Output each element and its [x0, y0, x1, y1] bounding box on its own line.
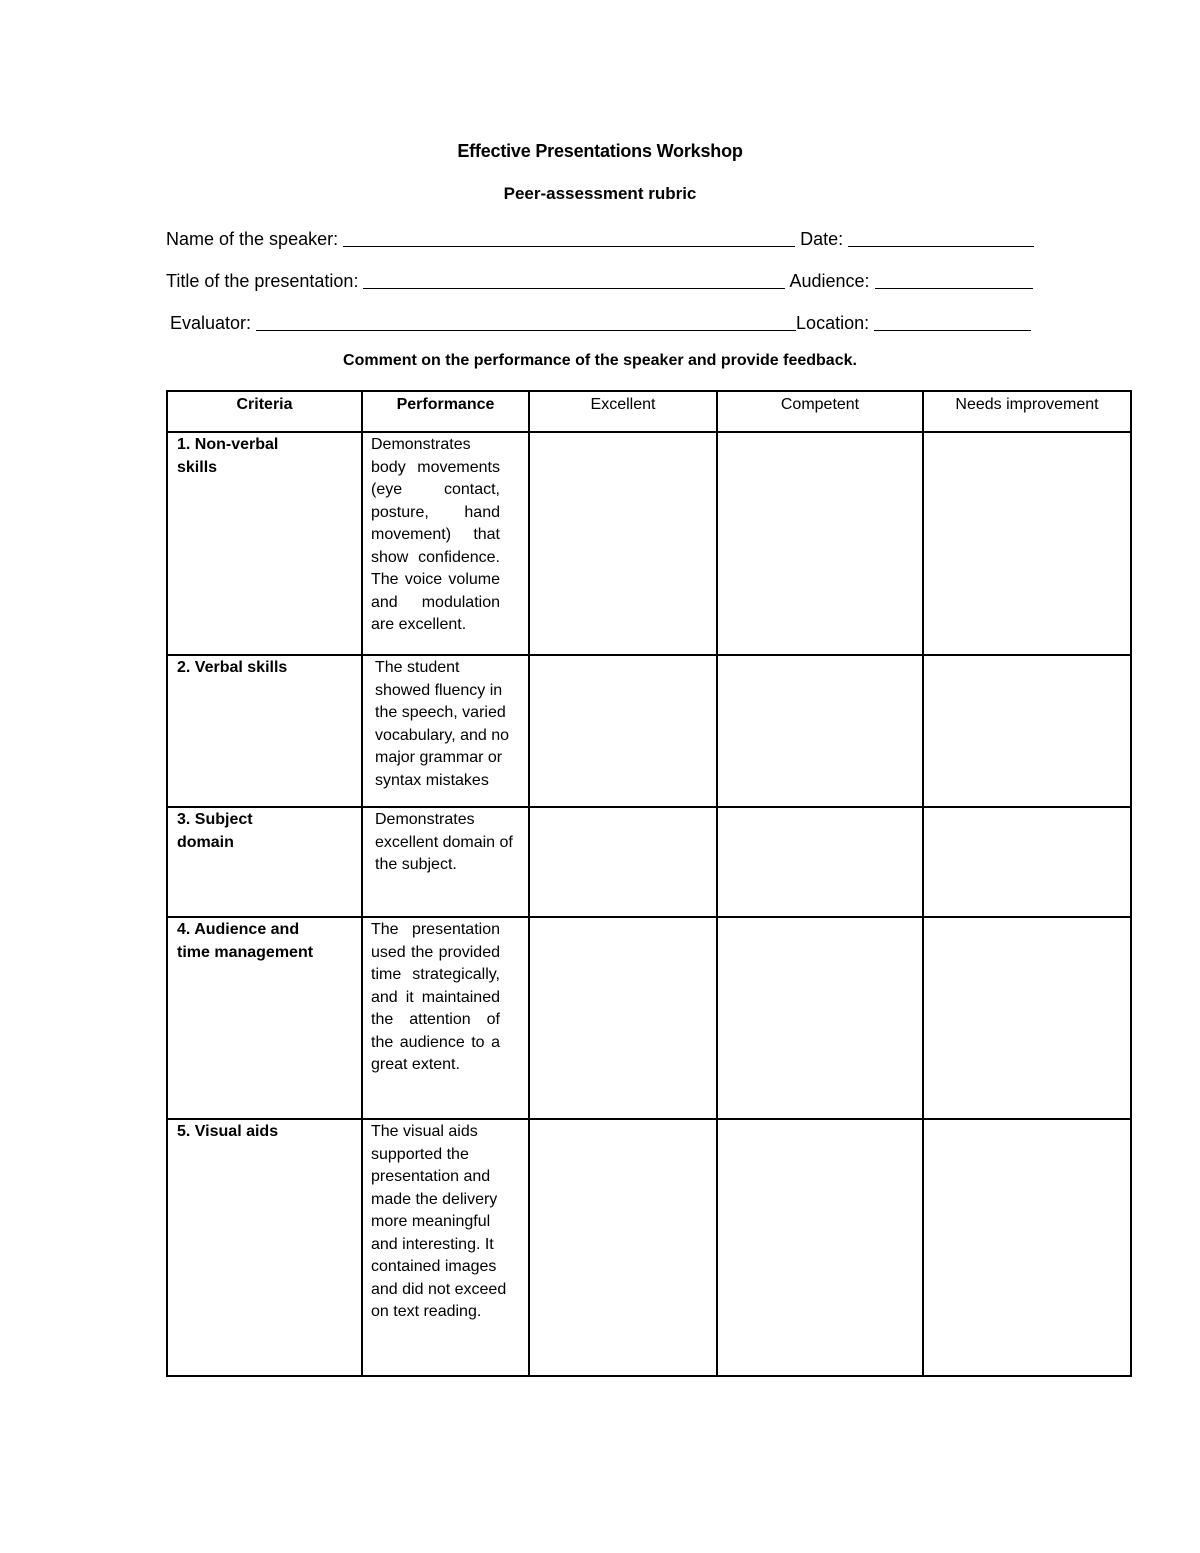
- rubric-table: [166, 390, 1132, 1377]
- evaluator-blank[interactable]: [256, 311, 796, 331]
- needs-improvement-cell[interactable]: [923, 432, 1131, 655]
- title-blank[interactable]: [363, 269, 785, 289]
- page-title: Effective Presentations Workshop: [457, 141, 743, 161]
- header-excellent: Excellent: [529, 391, 717, 432]
- audience-blank[interactable]: [875, 269, 1033, 289]
- table-row: [167, 655, 1131, 807]
- title-audience-row: [166, 268, 1032, 292]
- speaker-blank[interactable]: [343, 227, 795, 247]
- table-row: [167, 1119, 1131, 1376]
- excellent-cell[interactable]: [529, 807, 717, 917]
- header-needs-improvement: Needs improvement: [923, 391, 1131, 432]
- competent-cell[interactable]: [717, 655, 923, 807]
- speaker-label: Name of the speaker:: [166, 229, 344, 249]
- excellent-cell[interactable]: [529, 1119, 717, 1376]
- date-blank[interactable]: [848, 227, 1034, 247]
- header-competent: Competent: [717, 391, 923, 432]
- speaker-date-row: [166, 226, 1032, 250]
- performance-cell: The presentation used the provided time strategically, and it maintained the attention of the audience to a great extent.: [362, 917, 529, 1119]
- criteria-cell: 5. Visual aids: [167, 1119, 362, 1376]
- needs-improvement-cell[interactable]: [923, 655, 1131, 807]
- evaluator-location-row: [170, 310, 1030, 334]
- performance-cell: Demonstrates body movements (eye contact, posture, hand movement) that show confidence. The voice volume and modulation are excellent.: [362, 432, 529, 655]
- excellent-cell[interactable]: [529, 655, 717, 807]
- header-criteria: Criteria: [167, 391, 362, 432]
- competent-cell[interactable]: [717, 917, 923, 1119]
- needs-improvement-cell[interactable]: [923, 917, 1131, 1119]
- criteria-cell: 2. Verbal skills: [167, 655, 362, 807]
- date-label: Date:: [795, 229, 849, 249]
- performance-cell: The student showed fluency in the speech, varied vocabulary, and no major grammar or syntax mistakes: [362, 655, 529, 807]
- instruction-text: Comment on the performance of the speaker and provide feedback.: [343, 352, 857, 369]
- table-row: [167, 807, 1131, 917]
- audience-label: Audience:: [785, 271, 875, 291]
- competent-cell[interactable]: [717, 807, 923, 917]
- location-blank[interactable]: [874, 311, 1031, 331]
- performance-cell: The visual aids supported the presentation and made the delivery more meaningful and interesting. It contained images and did not exceed on text reading.: [362, 1119, 529, 1376]
- criteria-cell: 1. Non-verbal skills: [167, 432, 362, 655]
- page-subtitle: Peer-assessment rubric: [503, 184, 697, 203]
- competent-cell[interactable]: [717, 432, 923, 655]
- evaluator-label: Evaluator:: [170, 313, 257, 333]
- table-row: [167, 432, 1131, 655]
- header-performance: Performance: [362, 391, 529, 432]
- needs-improvement-cell[interactable]: [923, 807, 1131, 917]
- location-label: Location:: [796, 313, 875, 333]
- excellent-cell[interactable]: [529, 432, 717, 655]
- criteria-cell: 4. Audience and time management: [167, 917, 362, 1119]
- header-row: [167, 391, 1131, 432]
- excellent-cell[interactable]: [529, 917, 717, 1119]
- performance-cell: Demonstrates excellent domain of the subject.: [362, 807, 529, 917]
- table-row: [167, 917, 1131, 1119]
- title-label: Title of the presentation:: [166, 271, 364, 291]
- needs-improvement-cell[interactable]: [923, 1119, 1131, 1376]
- criteria-cell: 3. Subject domain: [167, 807, 362, 917]
- competent-cell[interactable]: [717, 1119, 923, 1376]
